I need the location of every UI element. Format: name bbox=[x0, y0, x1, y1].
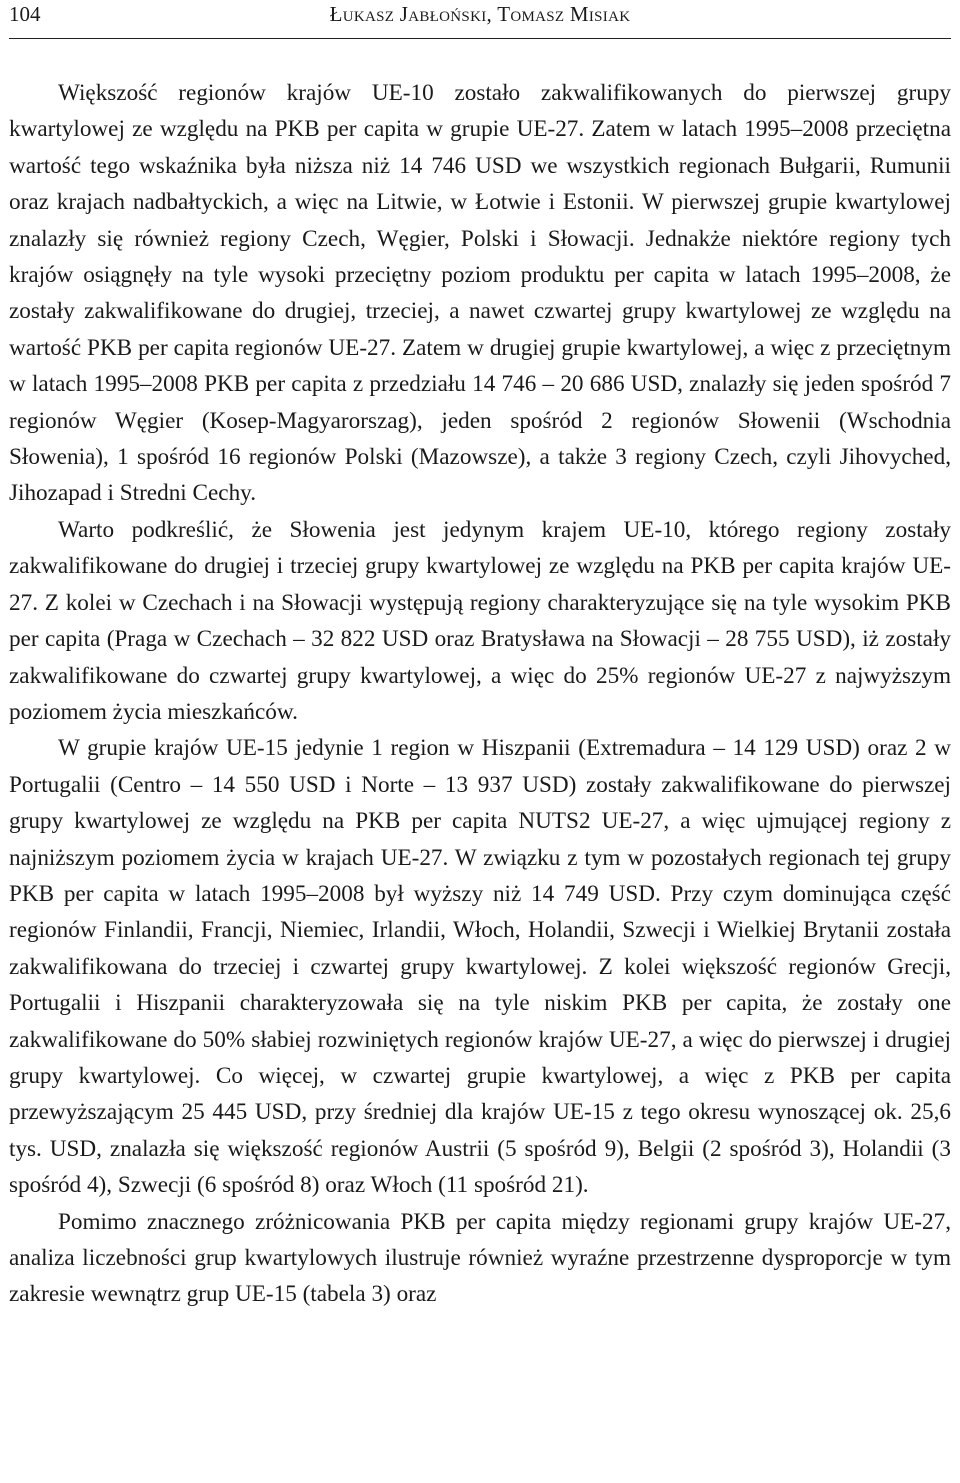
paragraph: W grupie krajów UE-15 jedynie 1 region w Hiszpanii (Extremadura – 14 129 USD) oraz 2 w Portugalii (Centro – 14 550 USD i Norte – 13 937 USD) zostały zakwalifikowane do pierwszej grupy kwartylowej ze względu na PKB per capita NUTS2 UE-27, a więc ujmującej regiony z najniższym poziomem życia w krajach UE-27. W związku z tym w pozostałych regionach tej grupy PKB per capita w latach 1995–2008 był wyższy niż 14 749 USD. Przy czym dominująca część regionów Finlandii, Francji, Niemiec, Irlandii, Włoch, Holandii, Szwecji i Wielkiej Brytanii została zakwalifikowana do trzeciej i czwartej grupy kwartylowej. Z kolei większość regionów Grecji, Portugalii i Hiszpanii charakteryzowała się na tyle niskim PKB per capita, że zostały one zakwalifikowane do 50% słabiej rozwiniętych regionów krajów UE-27, a więc do pierwszej i drugiej grupy kwartylowej. Co więcej, w czwartej grupie kwartylowej, a więc z PKB per capita przewyższającym 25 445 USD, przy średniej dla krajów UE-15 z tego okresu wynoszącej ok. 25,6 tys. USD, znalazła się większość regionów Austrii (5 spośród 9), Belgii (2 spośród 3), Holandii (3 spośród 4), Szwecji (6 spośród 8) oraz Włoch (11 spośród 21). bbox=[9, 735, 951, 1199]
paragraph: Większość regionów krajów UE-10 zostało zakwalifikowanych do pierwszej grupy kwartylowej ze względu na PKB per capita w grupie UE-27. Zatem w latach 1995–2008 przeciętna wartość tego wskaźnika była niższa niż 14 746 USD we wszystkich regionach Bułgarii, Rumunii oraz krajach nadbałtyckich, a więc na Litwie, w Łotwie i Estonii. W pierwszej grupie kwartylowej znalazły się również regiony Czech, Węgier, Polski i Słowacji. Jednakże niektóre regiony tych krajów osiągnęły na tyle wysoki przeciętny poziom produktu per capita w latach 1995–2008, że zostały zakwalifikowane do drugiej, trzeciej, a nawet czwartej grupy kwartylowej ze względu na wartość PKB per capita regionów UE-27. Zatem w drugiej grupie kwartylowej, a więc z przeciętnym w latach 1995–2008 PKB per capita z przedziału 14 746 – 20 686 USD, znalazły się jeden spośród 7 regionów Węgier (Kosep-Magyarorszag), jeden spośród 2 regionów Słowenii (Wschodnia Słowenia), 1 spośród 16 regionów Polski (Mazowsze), a także 3 regiony Czech, czyli Jihovyched, Jihozapad i Stredni Cechy. bbox=[9, 80, 951, 507]
running-head bbox=[9, 0, 951, 39]
paragraph: Pomimo znacznego zróżnicowania PKB per capita między regionami grupy krajów UE-27, analiza liczebności grup kwartylowych ilustruje również wyraźne przestrzenne dysproporcje w tym zakresie wewnątrz grup UE-15 (tabela 3) oraz bbox=[9, 1208, 951, 1308]
running-head-authors: Łukasz Jabłoński, Tomasz Misiak bbox=[329, 2, 631, 26]
body-text bbox=[9, 75, 951, 1313]
page-number: 104 bbox=[9, 2, 41, 26]
paragraph: Warto podkreślić, że Słowenia jest jedynym krajem UE-10, którego regiony zostały zakwalifikowane do drugiej i trzeciej grupy kwartylowej ze względu na PKB per capita krajów UE-27. Z kolei w Czechach i na Słowacji występują regiony charakteryzujące się na tyle wysokim PKB per capita (Praga w Czechach – 32 822 USD oraz Bratysława na Słowacji – 28 755 USD), iż zostały zakwalifikowane do czwartej grupy kwartylowej, a więc do 25% regionów UE-27 z najwyższym poziomem życia mieszkańców. bbox=[9, 516, 951, 725]
